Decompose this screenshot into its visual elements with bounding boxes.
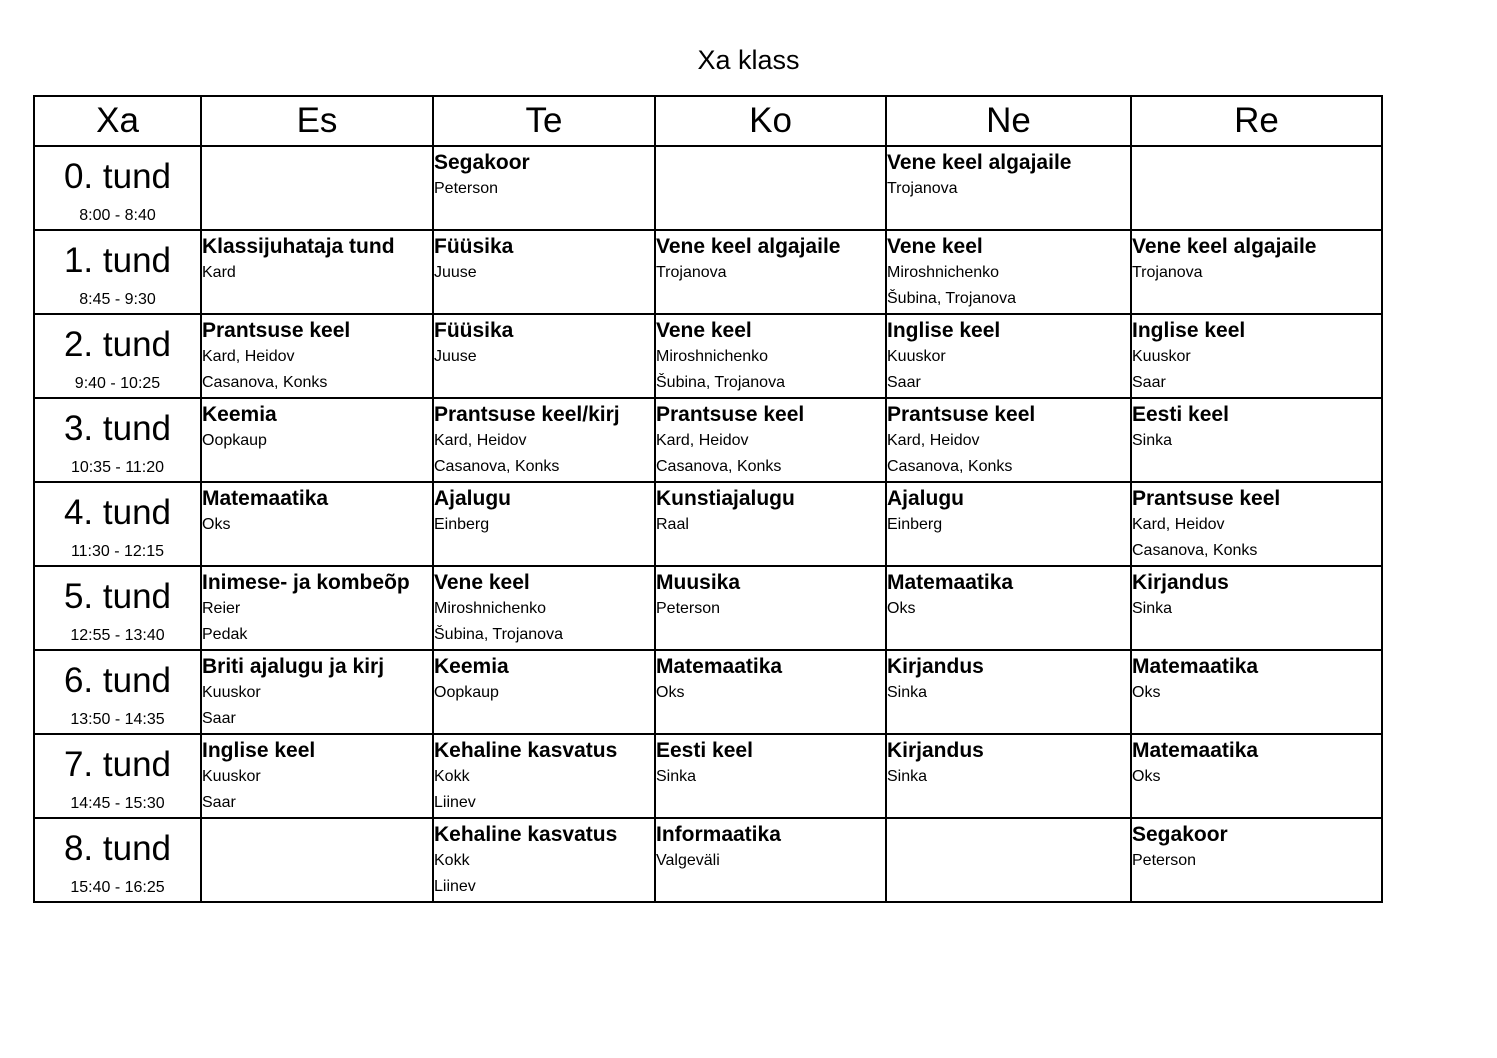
day-header: Re (1131, 96, 1382, 146)
lesson-cell (433, 566, 655, 650)
teacher-name: Kuuskor (1132, 348, 1191, 365)
lesson-cell (1131, 230, 1382, 314)
period-cell (34, 314, 201, 398)
teacher-name: Oopkaup (202, 432, 267, 449)
teacher-name: Juuse (434, 264, 477, 281)
subject-name: Prantsuse keel (656, 403, 805, 426)
period-row (34, 146, 1382, 230)
lesson-cell (655, 482, 886, 566)
lesson-cell (433, 818, 655, 902)
subject-name: Briti ajalugu ja kirj (202, 655, 385, 678)
teacher-name: Casanova, Konks (434, 458, 560, 475)
teacher-name: Peterson (434, 180, 499, 197)
period-label: 8. tund (63, 829, 172, 868)
teacher-name: Peterson (1132, 852, 1197, 869)
subject-name: Prantsuse keel (202, 319, 351, 342)
subject-name: Eesti keel (1132, 403, 1229, 426)
period-cell (34, 818, 201, 902)
subject-name: Keemia (434, 655, 509, 678)
lesson-cell (886, 314, 1131, 398)
lesson-cell (1131, 650, 1382, 734)
teacher-name: Trojanova (656, 264, 727, 281)
lesson-cell (655, 230, 886, 314)
teacher-name: Kard, Heidov (434, 432, 527, 449)
subject-name: Inglise keel (1132, 319, 1246, 342)
subject-name: Matemaatika (656, 655, 783, 678)
lesson-cell (655, 818, 886, 902)
teacher-name: Kuuskor (887, 348, 946, 365)
lesson-cell (1131, 566, 1382, 650)
lesson-cell (655, 146, 886, 230)
teacher-name: Kuuskor (202, 684, 261, 701)
lesson-cell (201, 314, 433, 398)
subject-name: Vene keel (887, 235, 983, 258)
lesson-cell (201, 650, 433, 734)
period-time: 12:55 - 13:40 (70, 627, 165, 644)
teacher-name: Sinka (1132, 600, 1173, 617)
subject-name: Segakoor (1132, 823, 1228, 846)
subject-name: Inimese- ja kombeõp (202, 571, 410, 594)
lesson-cell (201, 398, 433, 482)
period-row (34, 818, 1382, 902)
lesson-cell (655, 398, 886, 482)
subject-name: Füüsika (434, 319, 514, 342)
subject-name: Ajalugu (434, 487, 511, 510)
subject-name: Prantsuse keel/kirj (434, 403, 620, 426)
lesson-cell (886, 818, 1131, 902)
teacher-name: Saar (1132, 374, 1166, 391)
subject-name: Prantsuse keel (887, 403, 1036, 426)
teacher-name: Miroshnichenko (434, 600, 547, 617)
teacher-name: Casanova, Konks (1132, 542, 1258, 559)
teacher-name: Casanova, Konks (887, 458, 1013, 475)
header-row (34, 96, 1382, 146)
period-time: 11:30 - 12:15 (70, 543, 165, 560)
subject-name: Vene keel algajaile (887, 151, 1072, 174)
teacher-name: Kuuskor (202, 768, 261, 785)
period-label: 7. tund (63, 745, 172, 784)
lesson-cell (201, 482, 433, 566)
period-label: 3. tund (63, 409, 172, 448)
teacher-name: Trojanova (1132, 264, 1203, 281)
subject-name: Inglise keel (202, 739, 316, 762)
teacher-name: Liinev (434, 794, 476, 811)
lesson-cell (1131, 818, 1382, 902)
teacher-name: Sinka (656, 768, 697, 785)
timetable (33, 95, 1383, 903)
lesson-cell (886, 650, 1131, 734)
period-time: 14:45 - 15:30 (70, 795, 165, 812)
lesson-cell (886, 230, 1131, 314)
teacher-name: Oopkaup (434, 684, 499, 701)
subject-name: Inglise keel (887, 319, 1001, 342)
teacher-name: Sinka (1132, 432, 1173, 449)
period-label: 4. tund (63, 493, 172, 532)
period-label: 5. tund (63, 577, 172, 616)
teacher-name: Kard, Heidov (887, 432, 980, 449)
teacher-name: Šubina, Trojanova (434, 626, 563, 643)
lesson-cell (433, 230, 655, 314)
period-row (34, 650, 1382, 734)
teacher-name: Oks (1132, 768, 1161, 785)
lesson-cell (1131, 482, 1382, 566)
period-time: 15:40 - 16:25 (70, 879, 165, 896)
lesson-cell (886, 146, 1131, 230)
subject-name: Vene keel (656, 319, 752, 342)
period-label: 1. tund (63, 241, 172, 280)
subject-name: Kunstiajalugu (656, 487, 795, 510)
subject-name: Kehaline kasvatus (434, 823, 618, 846)
subject-name: Ajalugu (887, 487, 964, 510)
period-cell (34, 566, 201, 650)
lesson-cell (1131, 314, 1382, 398)
teacher-name: Kard (202, 264, 236, 281)
day-header: Ne (886, 96, 1131, 146)
teacher-name: Kard, Heidov (1132, 516, 1225, 533)
subject-name: Kirjandus (1132, 571, 1229, 594)
lesson-cell (433, 398, 655, 482)
subject-name: Informaatika (656, 823, 781, 846)
lesson-cell (201, 230, 433, 314)
teacher-name: Valgeväli (656, 852, 720, 869)
lesson-cell (886, 734, 1131, 818)
lesson-cell (433, 146, 655, 230)
subject-name: Matemaatika (1132, 655, 1259, 678)
period-time: 8:00 - 8:40 (79, 207, 156, 224)
period-row (34, 482, 1382, 566)
teacher-name: Oks (656, 684, 685, 701)
teacher-name: Pedak (202, 626, 248, 643)
lesson-cell (201, 734, 433, 818)
subject-name: Klassijuhataja tund (202, 235, 395, 258)
teacher-name: Reier (202, 600, 241, 617)
teacher-name: Sinka (887, 684, 928, 701)
period-time: 13:50 - 14:35 (70, 711, 165, 728)
teacher-name: Liinev (434, 878, 476, 895)
subject-name: Kirjandus (887, 739, 984, 762)
teacher-name: Casanova, Konks (656, 458, 782, 475)
lesson-cell (886, 566, 1131, 650)
subject-name: Kirjandus (887, 655, 984, 678)
subject-name: Füüsika (434, 235, 514, 258)
teacher-name: Casanova, Konks (202, 374, 328, 391)
period-cell (34, 482, 201, 566)
period-cell (34, 230, 201, 314)
lesson-cell (201, 146, 433, 230)
subject-name: Matemaatika (1132, 739, 1259, 762)
subject-name: Muusika (656, 571, 741, 594)
teacher-name: Kard, Heidov (202, 348, 295, 365)
day-header: Ko (655, 96, 886, 146)
lesson-cell (886, 482, 1131, 566)
teacher-name: Kokk (434, 852, 470, 869)
teacher-name: Juuse (434, 348, 477, 365)
lesson-cell (433, 482, 655, 566)
lesson-cell (1131, 734, 1382, 818)
lesson-cell (655, 566, 886, 650)
lesson-cell (1131, 398, 1382, 482)
teacher-name: Oks (1132, 684, 1161, 701)
lesson-cell (1131, 146, 1382, 230)
page-title: Xa klass (697, 45, 800, 75)
lesson-cell (655, 314, 886, 398)
period-cell (34, 734, 201, 818)
teacher-name: Miroshnichenko (887, 264, 1000, 281)
lesson-cell (433, 650, 655, 734)
lesson-cell (433, 734, 655, 818)
teacher-name: Einberg (887, 516, 943, 533)
subject-name: Prantsuse keel (1132, 487, 1281, 510)
subject-name: Kehaline kasvatus (434, 739, 618, 762)
period-time: 9:40 - 10:25 (74, 375, 161, 392)
teacher-name: Šubina, Trojanova (656, 374, 785, 391)
lesson-cell (655, 734, 886, 818)
period-cell (34, 650, 201, 734)
lesson-cell (201, 566, 433, 650)
period-cell (34, 146, 201, 230)
period-label: 2. tund (63, 325, 172, 364)
teacher-name: Šubina, Trojanova (887, 290, 1016, 307)
subject-name: Vene keel algajaile (656, 235, 841, 258)
period-row (34, 398, 1382, 482)
subject-name: Segakoor (434, 151, 530, 174)
period-row (34, 230, 1382, 314)
period-row (34, 566, 1382, 650)
teacher-name: Saar (202, 794, 236, 811)
teacher-name: Oks (202, 516, 231, 533)
lesson-cell (433, 314, 655, 398)
period-row (34, 734, 1382, 818)
teacher-name: Saar (202, 710, 236, 727)
subject-name: Vene keel algajaile (1132, 235, 1317, 258)
subject-name: Matemaatika (887, 571, 1014, 594)
period-cell (34, 398, 201, 482)
class-header: Xa (34, 96, 201, 146)
teacher-name: Saar (887, 374, 921, 391)
teacher-name: Miroshnichenko (656, 348, 769, 365)
subject-name: Keemia (202, 403, 277, 426)
teacher-name: Oks (887, 600, 916, 617)
subject-name: Eesti keel (656, 739, 753, 762)
day-header: Es (201, 96, 433, 146)
teacher-name: Raal (656, 516, 689, 533)
lesson-cell (886, 398, 1131, 482)
lesson-cell (201, 818, 433, 902)
teacher-name: Kard, Heidov (656, 432, 749, 449)
subject-name: Vene keel (434, 571, 530, 594)
teacher-name: Trojanova (887, 180, 958, 197)
period-row (34, 314, 1382, 398)
teacher-name: Einberg (434, 516, 490, 533)
subject-name: Matemaatika (202, 487, 329, 510)
period-label: 0. tund (63, 157, 172, 196)
period-time: 8:45 - 9:30 (79, 291, 156, 308)
period-label: 6. tund (63, 661, 172, 700)
teacher-name: Kokk (434, 768, 470, 785)
lesson-cell (655, 650, 886, 734)
teacher-name: Sinka (887, 768, 928, 785)
period-time: 10:35 - 11:20 (70, 459, 165, 476)
day-header: Te (433, 96, 655, 146)
teacher-name: Peterson (656, 600, 721, 617)
